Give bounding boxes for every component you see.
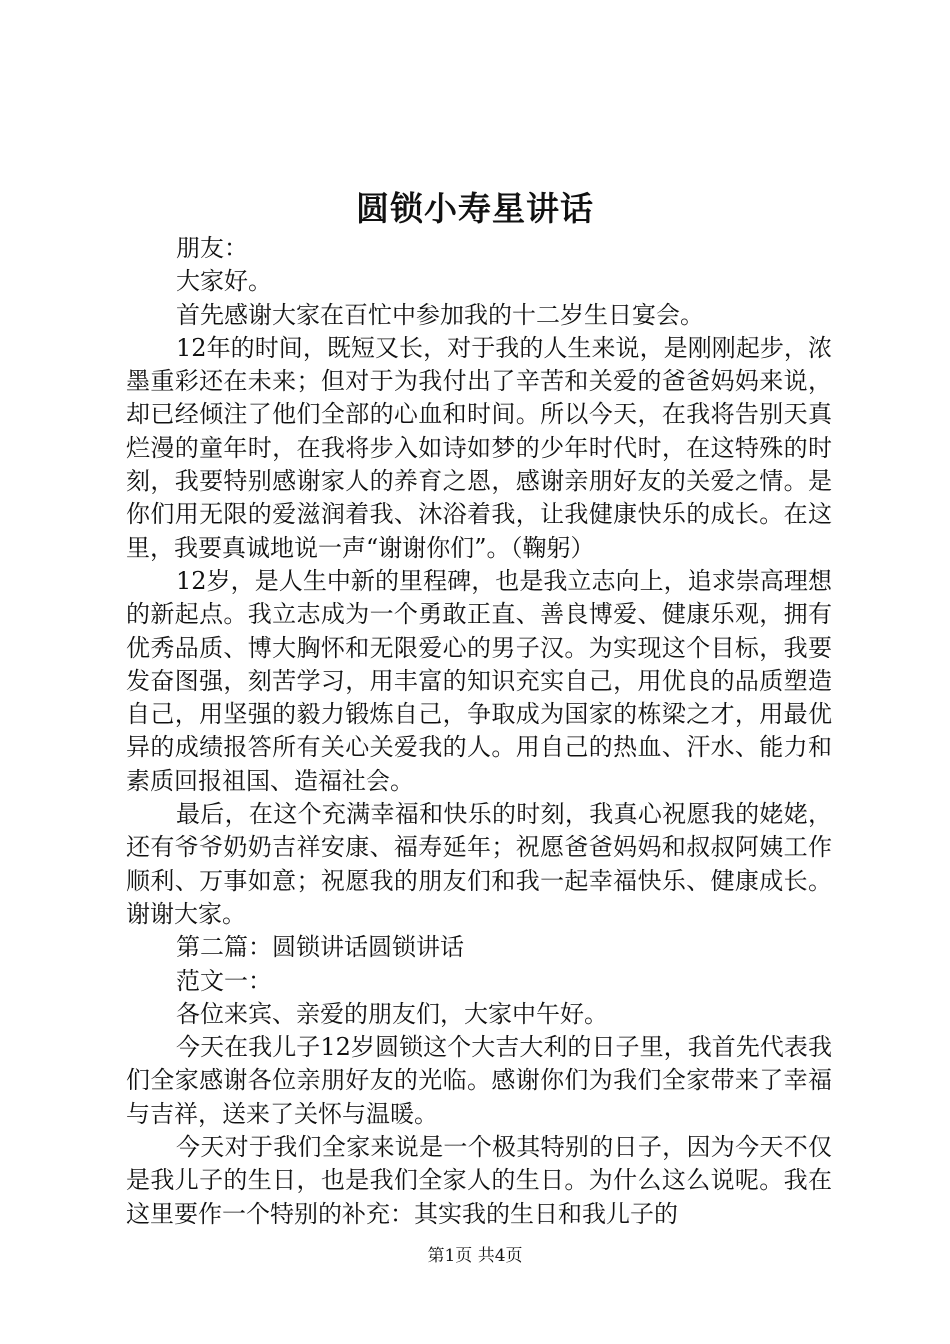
paragraph: 今天在我儿子12岁圆锁这个大吉大利的日子里，我首先代表我们全家感谢各位亲朋好友的光临。感谢你们为我们全家带来了幸福与吉祥，送来了关怀与温暖。 [126, 1033, 832, 1128]
paragraph: 最后，在这个充满幸福和快乐的时刻，我真心祝愿我的姥姥，还有爷爷奶奶吉祥安康、福寿延年；祝愿爸爸妈妈和叔叔阿姨工作顺利、万事如意；祝愿我的朋友们和我一起幸福快乐、健康成长。谢谢大家。 [126, 800, 832, 928]
greeting: 大家好。 [176, 267, 272, 296]
paragraph: 12岁，是人生中新的里程碑，也是我立志向上，追求崇高理想的新起点。我立志成为一个勇敢正直、善良博爱、健康乐观，拥有优秀品质、博大胸怀和无限爱心的男子汉。为实现这个目标，我要发奋图强，刻苦学习，用丰富的知识充实自己，用优良的品质塑造自己，用坚强的毅力锻炼自己，争取成为国家的栋梁之才，用最优异的成绩报答所有关心关爱我的人。用自己的热血、汗水、能力和素质回报祖国、造福社会。 [126, 566, 832, 795]
document-title: 圆锁小寿星讲话 [356, 189, 594, 228]
page-footer: 第1页 共4页 [427, 1246, 523, 1266]
paragraph: 12年的时间，既短又长，对于我的人生来说，是刚刚起步，浓墨重彩还在未来；但对于为我付出了辛苦和关爱的爸爸妈妈来说，却已经倾注了他们全部的心血和时间。所以今天，在我将告别天真烂漫的童年时，在我将步入如诗如梦的少年时代时，在这特殊的时刻，我要特别感谢家人的养育之恩，感谢亲朋好友的关爱之情。是你们用无限的爱滋润着我、沐浴着我，让我健康快乐的成长。在这里，我要真诚地说一声“谢谢你们”。（鞠躬） [126, 333, 832, 562]
paragraph: 各位来宾、亲爱的朋友们，大家中午好。 [176, 999, 608, 1028]
sample-heading: 范文一： [176, 966, 272, 995]
section-heading: 第二篇：圆锁讲话圆锁讲话 [176, 933, 464, 962]
document-body [126, 232, 832, 1231]
paragraph: 今天对于我们全家来说是一个极其特别的日子，因为今天不仅是我儿子的生日，也是我们全家人的生日。为什么这么说呢。我在这里要作一个特别的补充：其实我的生日和我儿子的 [126, 1133, 832, 1228]
salutation: 朋友： [176, 234, 248, 262]
paragraph: 首先感谢大家在百忙中参加我的十二岁生日宴会。 [176, 300, 704, 329]
